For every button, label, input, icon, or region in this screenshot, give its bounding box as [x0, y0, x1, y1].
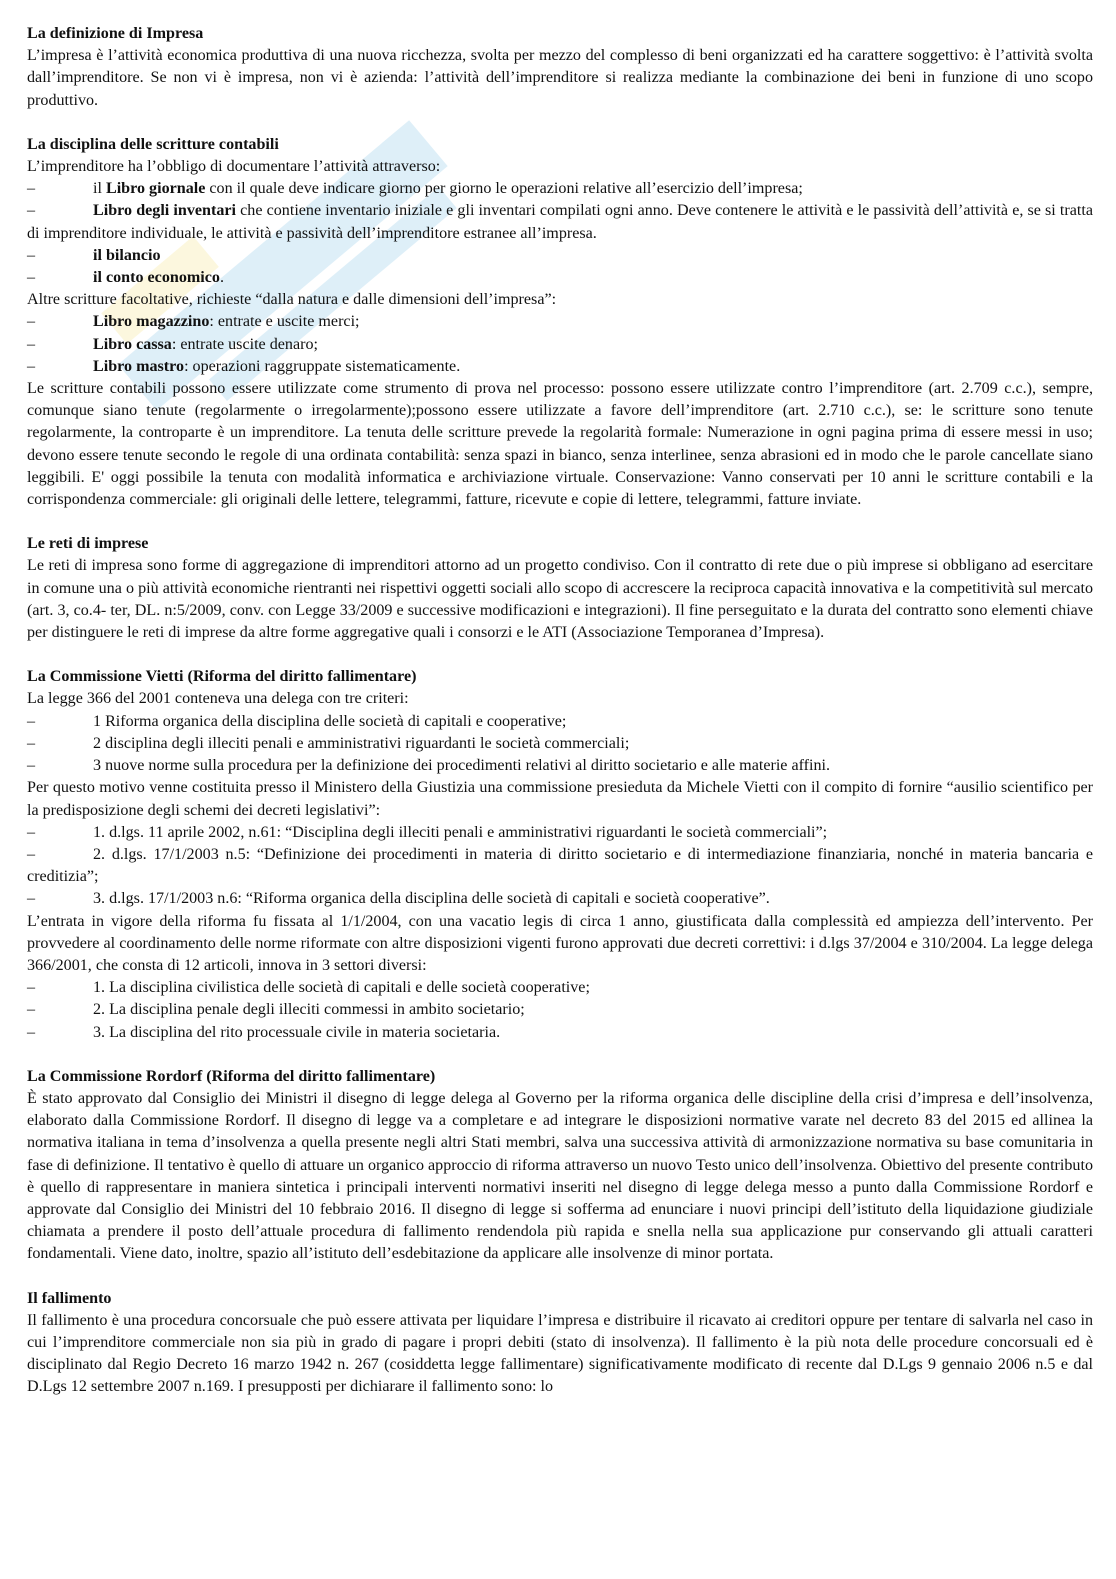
section-fallimento	[27, 1288, 1093, 1399]
paragraph: Il fallimento è una procedura concorsuale che può essere attivata per liquidare l’impresa e distribuire il ricavato ai creditori oppure per tentare di salvarla nel caso in cui l’imprenditore commerciale non sia più in grado di pagare i propri debiti (stato di insolvenza). Il fallimento è la più nota delle procedure concorsuali ed è disciplinato dal Regio Decreto 16 marzo 1942 n. 267 (cosiddetta legge fallimentare) significativamente modificato di recente dal D.Lgs 9 gennaio 2006 n.5 e dal D.Lgs 12 settembre 2007 n.169. I presupposti per dichiarare il fallimento sono: lo	[27, 1311, 1093, 1396]
list-item	[27, 245, 1093, 267]
section-title: La disciplina delle scritture contabili	[27, 135, 279, 153]
paragraph: Le reti di impresa sono forme di aggregazione di imprenditori attorno ad un progetto condiviso. Con il contratto di rete due o più imprese si obbligano ad esercitare in comune una o più attività economiche rientranti nei rispettivi oggetti sociali allo scopo di accrescere la reciproca capacità innovativa e la competitività sul mercato (art. 3, co.4- ter, DL. n:5/2009, conv. con Legge 33/2009 e successive modificazioni e integrazioni). Il fine perseguitato e la durata del contratto sono elementi chiave per distinguere le reti di imprese da altre forme aggregative quali i consorzi e le ATI (Associazione Temporanea d’Impresa).	[27, 557, 1093, 642]
list-item: – Libro degli inventari che contiene inventario iniziale e gli inventari compilati ogni anno. Deve contenere le attività e le passività dell’attività e, se si tratta di imprenditore individuale, le attività e passività dell’imprenditore estranee all’impresa.	[27, 202, 1093, 242]
dash-bullet: –	[27, 757, 36, 775]
paragraph: L’entrata in vigore della riforma fu fissata al 1/1/2004, con una vacatio legis di circa 1 anno, giustificata dalla complessità ed ampiezza dell’intervento. Per provvedere al coordinamento delle norme riformate con altre disposizioni vigenti furono approvati due decreti correttivi: i d.lgs 37/2004 e 310/2004. La legge delega 366/2001, che consta di 12 articoli, innova in 3 settori diversi:	[27, 912, 1093, 974]
paragraph: L’impresa è l’attività economica produttiva di una nuova ricchezza, svolta per mezzo del complesso di beni organizzati ed ha carattere soggettivo: è l’attività svolta dall’imprenditore. Se non vi è impresa, non vi è azienda: l’attività dell’imprenditore si realizza mediante la combinazione dei beni in funzione di uno scopo produttivo.	[27, 47, 1093, 109]
list-item: – 2. d.lgs. 17/1/2003 n.5: “Definizione dei procedimenti in materia di diritto societario e di intermediazione finanziaria, nonché in materia bancaria e creditizia”;	[27, 845, 1093, 886]
section-rordorf	[27, 1066, 1093, 1266]
document-page	[27, 23, 1093, 1421]
list-item: – 1. La disciplina civilistica delle società di capitali e delle società cooperative;	[27, 977, 1093, 999]
section-title: La Commissione Vietti (Riforma del diritto fallimentare)	[27, 668, 417, 686]
dash-bullet: –	[27, 202, 36, 220]
dash-bullet: –	[27, 890, 36, 908]
dash-bullet: –	[27, 335, 36, 353]
list-item: – 2 disciplina degli illeciti penali e amministrativi riguardanti le società commerciali;	[27, 733, 1093, 755]
section-title: Le reti di imprese	[27, 535, 149, 553]
list-item: – 1. d.lgs. 11 aprile 2002, n.61: “Disciplina degli illeciti penali e amministrativi riguardanti le società commerciali”;	[27, 822, 1093, 844]
section-scritture	[27, 134, 1093, 511]
section-title: Il fallimento	[27, 1289, 112, 1307]
dash-bullet: –	[27, 979, 36, 997]
paragraph: L’imprenditore ha l’obbligo di documentare l’attività attraverso:	[27, 158, 441, 176]
dash-bullet: –	[27, 1001, 36, 1019]
list-item: – il conto economico.	[27, 267, 1093, 289]
list-item: – Libro cassa: entrate uscite denaro;	[27, 334, 1093, 356]
section-impresa	[27, 23, 1093, 112]
list-item: – il Libro giornale con il quale deve indicare giorno per giorno le operazioni relative all’esercizio dell’impresa;	[27, 178, 1093, 200]
list-item: – 3. d.lgs. 17/1/2003 n.6: “Riforma organica della disciplina delle società di capitali e società cooperative”.	[27, 888, 1093, 910]
paragraph: È stato approvato dal Consiglio dei Ministri il disegno di legge delega al Governo per la riforma organica delle discipline della crisi d’impresa e dell’insolvenza, elaborato dalla Commissione Rordorf. Il disegno di legge va a completare e ad integrare le disposizioni normative varate nel decreto 83 del 2015 ed allinea la normativa italiana in tema d’insolvenza a quella presente negli altri Stati membri, salva una successiva attività di armonizzazione normativa su base comunitaria in fase di definizione. Il tentativo è quello di attuare un organico approccio di riforma attraverso un nuovo Testo unico dell’insolvenza. Obiettivo del presente contributo è quello di rappresentare in maniera sintetica i principali interventi normativi inseriti nel disegno di legge delega messo a punto dalla Commissione Rordorf e approvate dal Consiglio dei Ministri del 10 febbraio 2016. Il disegno di legge si sofferma ad enunciare i nuovi principi dell’istituto della liquidazione giudiziale chiamata a prendere il posto dell’attuale procedura di fallimento rendendola più rapida e snella nella sua applicazione pur conservando gli attuali caratteri fondamentali. Viene dato, inoltre, spazio all’istituto dell’esdebitazione da applicare alle insolvenze di minor portata.	[27, 1089, 1093, 1263]
paragraph: Le scritture contabili possono essere utilizzate come strumento di prova nel processo: possono essere utilizzate contro l’imprenditore (art. 2.709 c.c.), sempre, comunque siano tenute (regolarmente o irregolarmente);possono essere utilizzate a favore dell’imprenditore (art. 2.710 c.c.), se: le scritture sono tenute regolarmente, la controparte è un imprenditore. La tenuta delle scritture prevede la regolarità formale: Numerazione in ogni pagina prima di essere messi in uso; devono essere tenute secondo le regole di una ordinata contabilità: senza spazi in bianco, senza interlinee, senza abrasioni ed in modo che le parole cancellate siano leggibili. E' oggi possibile la tenuta con modalità informatica e archiviazione virtuale. Conservazione: Vanno conservati per 10 anni le scritture contabili e la corrispondenza commerciale: gli originali delle lettere, telegrammi, fatture, ricevute e copie di lettere, telegrammi, fatture inviate.	[27, 380, 1093, 509]
dash-bullet: –	[27, 734, 36, 752]
dash-bullet: –	[27, 823, 36, 841]
list-item: – Libro mastro: operazioni raggruppate sistematicamente.	[27, 356, 1093, 378]
paragraph: Per questo motivo venne costituita presso il Ministero della Giustizia una commissione presieduta da Michele Vietti con il compito di fornire “ausilio scientifico per la predisposizione degli schemi dei decreti legislativi”:	[27, 779, 1093, 819]
list-item: – 3. La disciplina del rito processuale civile in materia societaria.	[27, 1022, 1093, 1044]
section-reti	[27, 533, 1093, 644]
dash-bullet: –	[27, 357, 36, 375]
paragraph: Altre scritture facoltative, richieste “dalla natura e dalle dimensioni dell’impresa”:	[27, 291, 557, 309]
list-item: – Libro magazzino: entrate e uscite merci;	[27, 311, 1093, 333]
dash-bullet: –	[27, 269, 36, 287]
dash-bullet: –	[27, 712, 36, 730]
paragraph: La legge 366 del 2001 conteneva una delega con tre criteri:	[27, 690, 409, 708]
bold-term: il bilancio	[93, 246, 161, 264]
bold-term: Libro degli inventari	[93, 202, 236, 220]
section-title: La definizione di Impresa	[27, 25, 204, 42]
bold-term: Libro magazzino	[93, 313, 210, 331]
dash-bullet: –	[27, 180, 36, 198]
bold-term: Libro giornale	[105, 180, 206, 198]
bold-term: il conto economico	[93, 269, 220, 287]
dash-bullet: –	[27, 845, 36, 863]
list-item: – 2. La disciplina penale degli illeciti commessi in ambito societario;	[27, 999, 1093, 1021]
section-title: La Commissione Rordorf (Riforma del diritto fallimentare)	[27, 1067, 436, 1085]
bold-term: Libro cassa	[93, 335, 172, 353]
bold-term: Libro mastro	[93, 357, 185, 375]
list-item: – 1 Riforma organica della disciplina delle società di capitali e cooperative;	[27, 711, 1093, 733]
section-vietti	[27, 666, 1093, 1043]
dash-bullet: –	[27, 1023, 36, 1041]
list-item: – 3 nuove norme sulla procedura per la definizione dei procedimenti relativi al diritto societario e alle materie affini.	[27, 755, 1093, 777]
dash-bullet: –	[27, 246, 36, 264]
dash-bullet: –	[27, 313, 36, 331]
